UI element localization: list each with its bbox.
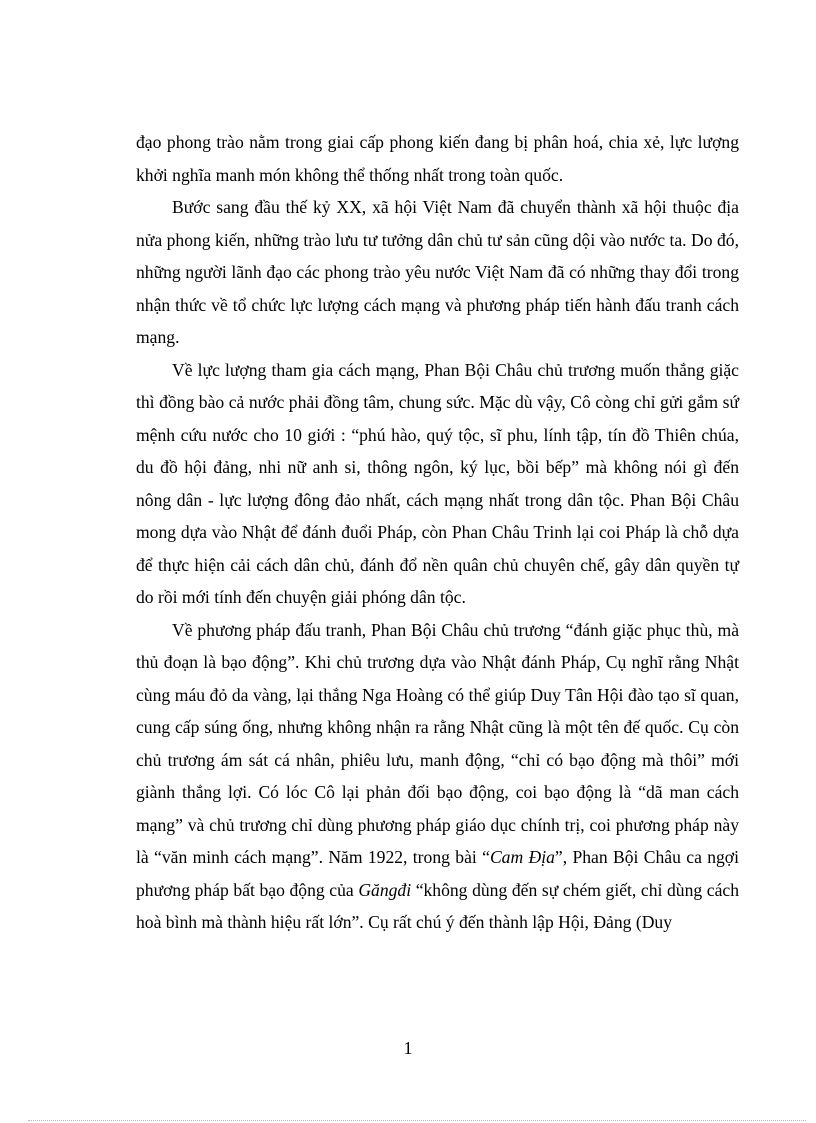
paragraph-4-part-2: ”, Phan Bội Châu ca ngợi phương pháp bất bạo động của [136,847,740,900]
paragraph-4-part-3: “không dùng đến sự chém giết, chỉ dùng cách hoà bình mà thành hiệu rất lớn”. Cụ rất chú ý đến thành lập Hội, Đảng (Duy [136,879,740,932]
paragraph-3: Về lực lượng tham gia cách mạng, Phan Bội Châu chủ trương muốn thắng giặc thì đồng bào cả nước phải đồng tâm, chung sức. Mặc dù vậy, Cô còng chỉ gửi gắm sứ mệnh cứu nước cho 10 giới : “phú hào, quý tộc, sĩ phu, lính tập, tín đồ Thiên chúa, du đồ hội đảng, nhi nữ anh si, thông ngôn, ký lục, bồi bếp” mà không nói gì đến nông dân - lực lượng đông đảo nhất, cách mạng nhất trong dân tộc. Phan Bội Châu mong dựa vào Nhật để đánh đuổi Pháp, còn Phan Châu Trinh lại coi Pháp là chỗ dựa để thực hiện cải cách dân chủ, đánh đổ nền quân chủ chuyên chế, gây dân quyền tự do rồi mới tính đến chuyện giải phóng dân tộc. [136,359,739,607]
paragraph-4-part-1: Về phương pháp đấu tranh, Phan Bội Châu chủ trương “đánh giặc phục thù, mà thủ đoạn là bạo động”. Khi chủ trương dựa vào Nhật đánh Pháp, Cụ nghĩ rằng Nhật cùng máu đỏ da vàng, lại thắng Nga Hoàng có thể giúp Duy Tân Hội đào tạo sĩ quan, cung cấp súng ống, nhưng không nhận ra rằng Nhật cũng là một tên đế quốc. Cụ còn chủ trương ám sát cá nhân, phiêu lưu, manh động, “chỉ có bạo động mà thôi” mới giành thắng lợi. Có lóc Cô lại phản đối bạo động, coi bạo động là “dã man cách mạng” và chủ trương chỉ dùng phương pháp giáo dục chính trị, coi phương pháp này là “văn minh cách mạng”. Năm 1922, trong bài “ [136,619,739,867]
body-text [136,126,739,939]
page-bottom-divider [28,1120,806,1121]
name-gangdi: Găngđi [358,879,412,900]
paragraph-2: Bước sang đầu thế kỷ XX, xã hội Việt Nam đã chuyển thành xã hội thuộc địa nửa phong kiến, những trào lưu tư tưởng dân chủ tư sản cũng dội vào nước ta. Do đó, những người lãnh đạo các phong trào yêu nước Việt Nam đã có những thay đổi trong nhận thức về tổ chức lực lượng cách mạng và phương pháp tiến hành đấu tranh cách mạng. [136,197,739,347]
page-number: 1 [403,1038,413,1058]
poem-title-cam-dia: Cam Địa [489,847,555,867]
paragraph-4 [136,614,739,939]
paragraph-1: đạo phong trào nằm trong giai cấp phong kiến đang bị phân hoá, chia xẻ, lực lượng khởi nghĩa manh món không thể thống nhất trong toàn quốc. [136,132,739,185]
